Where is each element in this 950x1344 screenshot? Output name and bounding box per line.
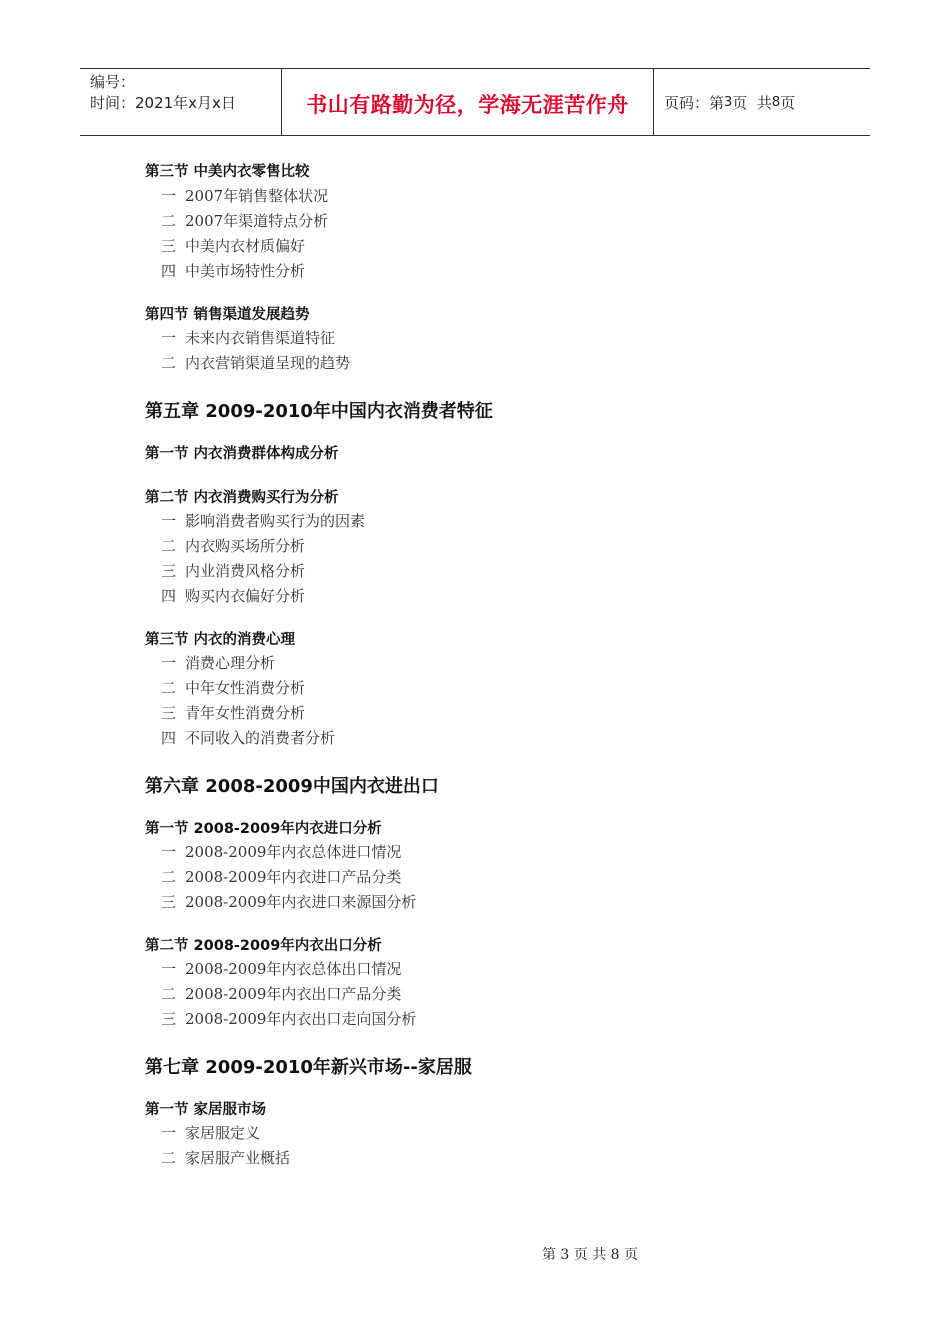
section-title: 第三节 内衣的消费心理 [145,632,296,648]
section-title: 第一节 内衣消费群体构成分析 [145,446,339,462]
list-item: 一 2008-2009年内衣总体进口情况 [161,843,402,861]
list-item: 三 2008-2009年内衣出口走向国分析 [161,1010,417,1028]
list-item: 四 中美市场特性分析 [161,262,306,280]
list-item: 一 消费心理分析 [161,654,276,672]
section-title: 第四节 销售渠道发展趋势 [145,307,310,323]
list-item: 三 内业消费风格分析 [161,562,306,580]
section-items [145,509,845,609]
header-motto-cell [282,69,654,135]
list-item: 二 内衣购买场所分析 [161,537,306,555]
section-items [145,651,845,751]
section-items [145,840,845,915]
chapter-title: 第七章 2009-2010年新兴市场--家居服 [145,1057,472,1078]
section-title: 第一节 2008-2009年内衣进口分析 [145,821,382,837]
list-item: 二 2008-2009年内衣出口产品分类 [161,985,402,1003]
list-item: 四 购买内衣偏好分析 [161,587,306,605]
header-motto: 书山有路勤为径，学海无涯苦作舟 [306,93,629,117]
list-item: 三 青年女性消费分析 [161,704,306,722]
list-item: 一 未来内衣销售渠道特征 [161,329,336,347]
list-item: 二 家居服产业概括 [161,1149,291,1167]
list-item: 二 中年女性消费分析 [161,679,306,697]
section-items [145,184,845,284]
section-items [145,326,845,376]
page-header [80,68,870,136]
document-number-label: 编号： [90,73,136,91]
page-current: 3 [724,94,733,110]
list-item: 一 影响消费者购买行为的因素 [161,512,366,530]
list-item: 三 2008-2009年内衣进口来源国分析 [161,893,417,911]
toc-content [145,156,845,1171]
list-item: 二 2007年渠道特点分析 [161,212,329,230]
header-meta [80,69,282,135]
section-title: 第二节 2008-2009年内衣出口分析 [145,938,382,954]
header-page-info [654,69,870,135]
page-label-mid: 页 共 [732,93,772,112]
section-title: 第一节 家居服市场 [145,1102,267,1118]
section-title: 第二节 内衣消费购买行为分析 [145,490,339,506]
section-items [145,1121,845,1171]
list-item: 一 2008-2009年内衣总体出口情况 [161,960,402,978]
list-item: 一 家居服定义 [161,1124,261,1142]
list-item: 四 不同收入的消费者分析 [161,729,336,747]
section-title: 第三节 中美内衣零售比较 [145,164,310,180]
list-item: 三 中美内衣材质偏好 [161,237,306,255]
list-item: 二 2008-2009年内衣进口产品分类 [161,868,402,886]
page-label-prefix: 页码：第 [664,93,725,112]
page-footer: 第 3 页 共 8 页 [541,1247,639,1263]
list-item: 一 2007年销售整体状况 [161,187,329,205]
chapter-title: 第五章 2009-2010年中国内衣消费者特征 [145,401,493,422]
page-label-end: 页 [780,93,796,112]
document-time-label: 时间：2021年x月x日 [90,94,236,112]
section-items [145,957,845,1032]
list-item: 二 内衣营销渠道呈现的趋势 [161,354,351,372]
chapter-title: 第六章 2008-2009中国内衣进出口 [145,776,439,797]
page-total: 8 [771,94,781,110]
